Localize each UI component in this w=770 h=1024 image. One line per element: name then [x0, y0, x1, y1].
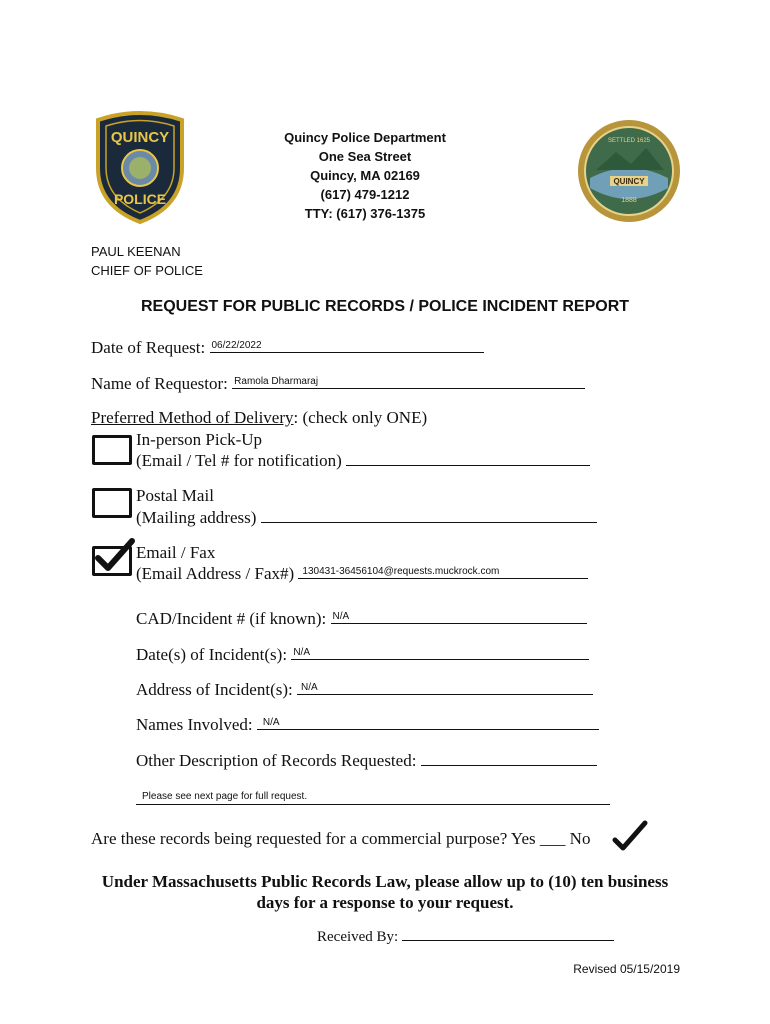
- postal-sub-row: [136, 508, 597, 528]
- email-fax-field[interactable]: [298, 564, 588, 579]
- department-tty: TTY: (617) 376-1375: [304, 206, 426, 221]
- form-title: REQUEST FOR PUBLIC RECORDS / POLICE INCIDENT REPORT: [140, 298, 630, 315]
- date-of-request-field[interactable]: [210, 338, 484, 353]
- badge-bottom-text: POLICE: [113, 191, 167, 207]
- other-description-row: [136, 751, 597, 771]
- names-involved-label: Names Involved:: [136, 715, 253, 734]
- cad-value: N/A: [332, 611, 350, 622]
- inperson-sub-label: (Email / Tel # for notification): [136, 451, 342, 470]
- cad-row: [136, 609, 587, 629]
- names-involved-row: [136, 715, 599, 735]
- email-fax-label: Email / Fax: [136, 543, 216, 562]
- seal-banner-text: QUINCY: [613, 177, 645, 186]
- received-by-row: [317, 929, 614, 946]
- chief-title: CHIEF OF POLICE: [91, 263, 203, 278]
- department-name: Quincy Police Department: [284, 130, 446, 145]
- requestor-row: [91, 374, 585, 394]
- incident-dates-field[interactable]: [291, 645, 589, 660]
- incident-address-row: [136, 680, 593, 700]
- city-seal-logo: [576, 118, 682, 224]
- department-city: Quincy, MA 02169: [310, 168, 420, 183]
- incident-address-field[interactable]: [297, 680, 593, 695]
- email-fax-sub-row: [136, 564, 588, 584]
- law-notice-line-1: Under Massachusetts Public Records Law, please allow up to (10) ten business: [101, 872, 669, 891]
- delivery-method-label: Preferred Method of Delivery: [91, 408, 294, 427]
- cad-label: CAD/Incident # (if known):: [136, 609, 327, 628]
- requestor-field[interactable]: [232, 374, 585, 389]
- department-header: [240, 128, 490, 223]
- badge-top-text: QUINCY: [110, 129, 170, 146]
- date-of-request-label: Date of Request:: [91, 338, 206, 357]
- requestor-label: Name of Requestor:: [91, 374, 228, 393]
- incident-address-value: N/A: [301, 682, 318, 693]
- postal-sub-label: (Mailing address): [136, 508, 257, 527]
- incident-dates-label: Date(s) of Incident(s):: [136, 645, 288, 664]
- seal-arc-text: SETTLED 1625: [607, 138, 651, 144]
- date-of-request-value: 06/22/2022: [211, 340, 262, 351]
- department-phone: (617) 479-1212: [320, 187, 410, 202]
- date-of-request-row: [91, 338, 484, 358]
- incident-address-label: Address of Incident(s):: [136, 680, 293, 699]
- inperson-checkbox[interactable]: [92, 435, 132, 465]
- other-description-field[interactable]: [421, 751, 597, 766]
- checkmark-icon: [94, 538, 136, 574]
- received-by-field[interactable]: [402, 929, 614, 941]
- other-description-label: Other Description of Records Requested:: [136, 751, 417, 770]
- postal-checkbox[interactable]: [92, 488, 132, 518]
- other-description-value: Please see next page for full request.: [142, 791, 308, 802]
- delivery-method-heading: [91, 408, 427, 428]
- department-street: One Sea Street: [318, 149, 412, 164]
- requestor-value: Ramola Dharmaraj: [234, 376, 319, 387]
- postal-address-field[interactable]: [261, 508, 597, 523]
- delivery-method-note: : (check only ONE): [293, 408, 428, 427]
- names-involved-value: N/A: [262, 717, 280, 728]
- chief-name: PAUL KEENAN: [91, 244, 181, 259]
- incident-dates-value: N/A: [293, 647, 310, 658]
- email-fax-value: 130431-36456104@requests.muckrock.com: [302, 566, 500, 577]
- commercial-purpose-question: Are these records being requested for a commercial purpose? Yes ___ No: [91, 829, 591, 848]
- seal-year-text: 1888: [621, 197, 637, 204]
- other-description-continued-field[interactable]: [136, 788, 610, 805]
- received-by-label: Received By:: [317, 929, 399, 945]
- cad-field[interactable]: [331, 609, 587, 624]
- inperson-label: In-person Pick-Up: [136, 430, 263, 449]
- email-fax-sub-label: (Email Address / Fax#): [136, 564, 295, 583]
- law-notice-line-2: days for a response to your request.: [256, 893, 514, 912]
- chief-block: [91, 242, 203, 280]
- postal-label: Postal Mail: [136, 486, 214, 505]
- police-badge-logo: [92, 110, 188, 224]
- names-involved-field[interactable]: [257, 715, 599, 730]
- incident-dates-row: [136, 645, 589, 665]
- inperson-sub-row: [136, 451, 590, 471]
- commercial-no-checkmark-icon[interactable]: [612, 820, 648, 852]
- revised-date: Revised 05/15/2019: [573, 962, 680, 976]
- inperson-contact-field[interactable]: [346, 451, 590, 466]
